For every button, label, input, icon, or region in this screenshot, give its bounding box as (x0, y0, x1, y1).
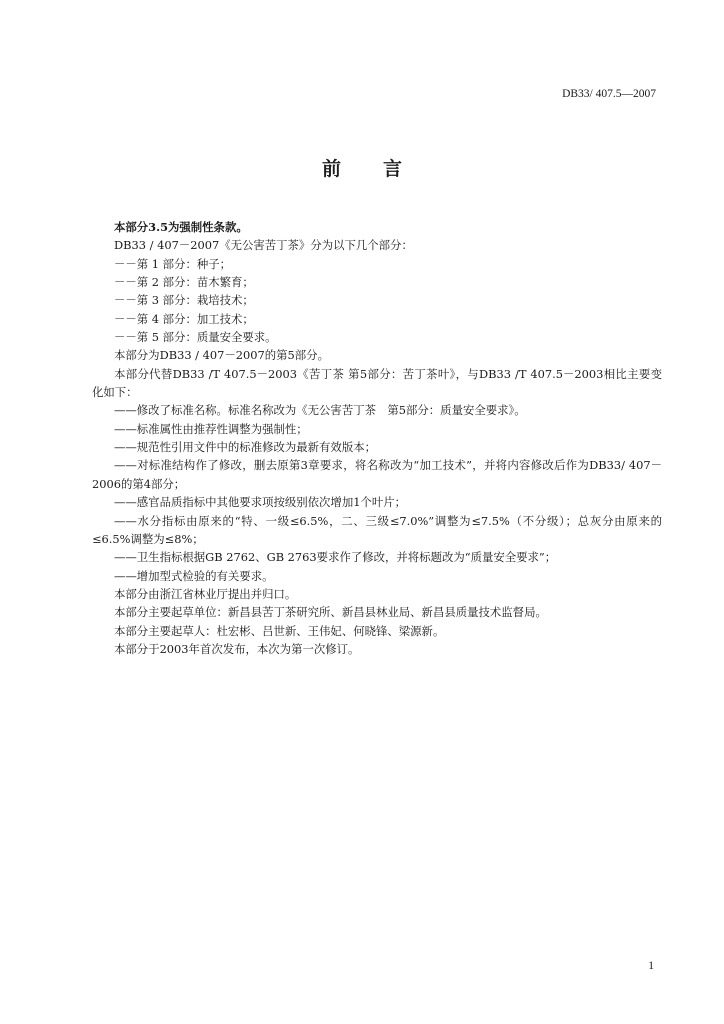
foreword-body (92, 218, 662, 658)
document-code: DB33/ 407.5—2007 (562, 88, 656, 100)
change-item-moisture: ——水分指标由原来的“特、一级≤6.5%，二、三级≤7.0%”调整为≤7.5%（不分级）；总灰分由原来的≤6.5%调整为≤8%； (92, 513, 662, 546)
list-item-part-4: －－第 4 部分：加工技术； (114, 311, 254, 326)
page-number: 1 (648, 960, 654, 972)
paragraph-replaces: 本部分代替DB33 /T 407.5－2003《苦丁茶 第5部分：苦丁茶叶》，与DB33 /T 407.5－2003相比主要变化如下： (92, 366, 662, 400)
change-item-hygiene: ——卫生指标根据GB 2762、GB 2763要求作了修改，并将标题改为“质量安全要求”； (114, 550, 557, 565)
change-item-type-inspection: ——增加型式检验的有关要求。 (114, 568, 274, 583)
list-item-part-5: －－第 5 部分：质量安全要求。 (114, 330, 277, 345)
page-title: 前言 (321, 158, 444, 180)
list-item-part-2: －－第 2 部分：苗木繁育； (114, 275, 254, 290)
list-item-part-1: －－第 1 部分：种子； (114, 256, 232, 271)
paragraph-proposed-by: 本部分由浙江省林业厅提出并归口。 (114, 586, 297, 601)
paragraph-standard-parts-intro: DB33 / 407－2007《无公害苦丁茶》分为以下几个部分： (114, 238, 413, 253)
paragraph-drafters: 本部分主要起草人：杜宏彬、吕世新、王伟妃、何晓锋、梁源新。 (114, 623, 445, 638)
change-item-references: ——规范性引用文件中的标准修改为最新有效版本； (114, 440, 376, 455)
paragraph-history: 本部分于2003年首次发布，本次为第一次修订。 (114, 641, 360, 656)
change-item-structure: ——对标准结构作了修改，删去原第3章要求，将名称改为“加工技术”，并将内容修改后作为DB33/ 407－2006的第4部分； (92, 458, 662, 491)
paragraph-mandatory-clause: 本部分3.5为强制性条款。 (114, 220, 248, 234)
change-item-sensory: ——感官品质指标中其他要求项按级别依次增加1个叶片； (114, 495, 407, 510)
list-item-part-3: －－第 3 部分：栽培技术； (114, 293, 254, 308)
paragraph-this-part: 本部分为DB33 / 407－2007的第5部分。 (114, 348, 329, 363)
change-item-name: ——修改了标准名称。标准名称改为《无公害苦丁茶 第5部分：质量安全要求》。 (114, 403, 526, 418)
paragraph-drafting-units: 本部分主要起草单位：新昌县苦丁茶研究所、新昌县林业局、新昌县质量技术监督局。 (114, 605, 547, 620)
change-item-attribute: ——标准属性由推荐性调整为强制性； (114, 421, 308, 436)
